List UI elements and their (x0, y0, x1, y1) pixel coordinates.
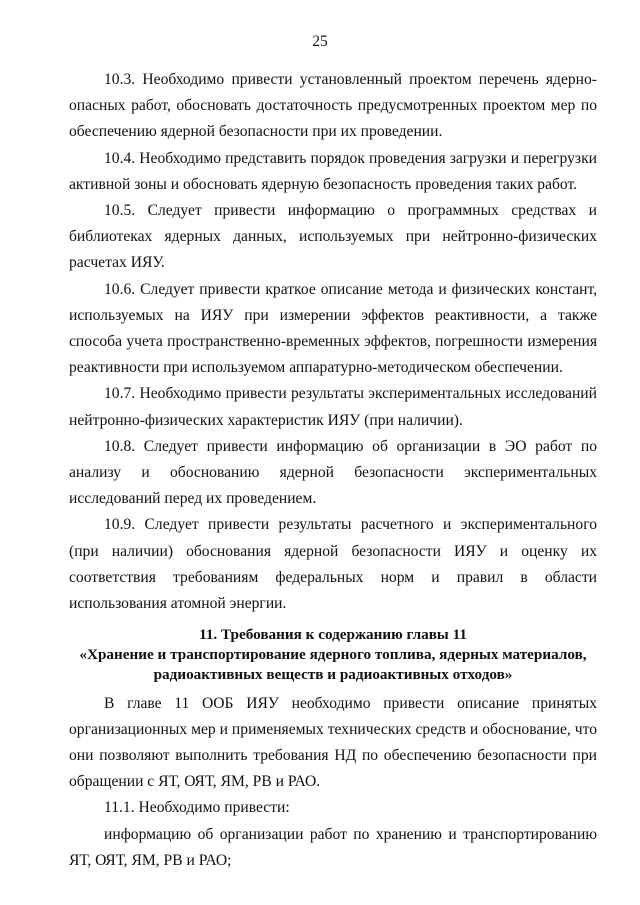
paragraph-10-6: 10.6. Следует привести краткое описание метода и физических констант, используемых на ИЯУ при измерении эффектов реактивности, а также способа учета пространственно-временных эффектов, погрешности измерения реактивности при используемом аппаратурно-методическом обеспечении. (69, 280, 597, 377)
paragraph-10-9: 10.9. Следует привести результаты расчетного и экспериментального (при наличии) обоснования ядерной безопасности ИЯУ и оценку их соответствия требованиям федеральных норм и правил в области использования атомной энергии. (69, 516, 597, 613)
paragraph-10-8: 10.8. Следует привести информацию об организации в ЭО работ по анализу и обоснованию ядерной безопасности экспериментальных исследований перед их проведением. (69, 437, 597, 508)
paragraph-11-1: 11.1. Необходимо привести: (104, 799, 290, 817)
paragraph-chapter-11-intro: В главе 11 ООБ ИЯУ необходимо привести описание принятых организационных мер и применяемых технических средств и обоснование, что они позволяют выполнить требования НД по обеспечению безопасности при обращении с ЯТ, ОЯТ, ЯМ, РВ и РАО. (69, 694, 597, 791)
paragraph-10-4: 10.4. Необходимо представить порядок проведения загрузки и перегрузки активной зоны и обосновать ядерную безопасность проведения таких работ. (69, 149, 597, 193)
paragraph-11-1-item: информацию об организации работ по хранению и транспортированию ЯТ, ОЯТ, ЯМ, РВ и РАО; (69, 825, 597, 869)
section-heading (69, 625, 597, 684)
page-number: 25 (312, 33, 328, 50)
paragraph-10-7: 10.7. Необходимо привести результаты экспериментальных исследований нейтронно-физических характеристик ИЯУ (при наличии). (69, 385, 597, 429)
paragraph-10-5: 10.5. Следует привести информацию о программных средствах и библиотеках ядерных данных, используемых при нейтронно-физических расчетах ИЯУ. (69, 202, 597, 272)
paragraph-10-3: 10.3. Необходимо привести установленный проектом перечень ядерно-опасных работ, обосновать достаточность предусмотренных проектом мер по обеспечению ядерной безопасности при их проведении. (69, 71, 597, 141)
body-text (69, 67, 597, 874)
section-heading-subtitle-2: радиоактивных веществ и радиоактивных отходов» (153, 665, 513, 683)
section-heading-title: 11. Требования к содержанию главы 11 (199, 626, 467, 644)
section-heading-subtitle-1: «Хранение и транспортирование ядерного топлива, ядерных материалов, (79, 646, 587, 664)
